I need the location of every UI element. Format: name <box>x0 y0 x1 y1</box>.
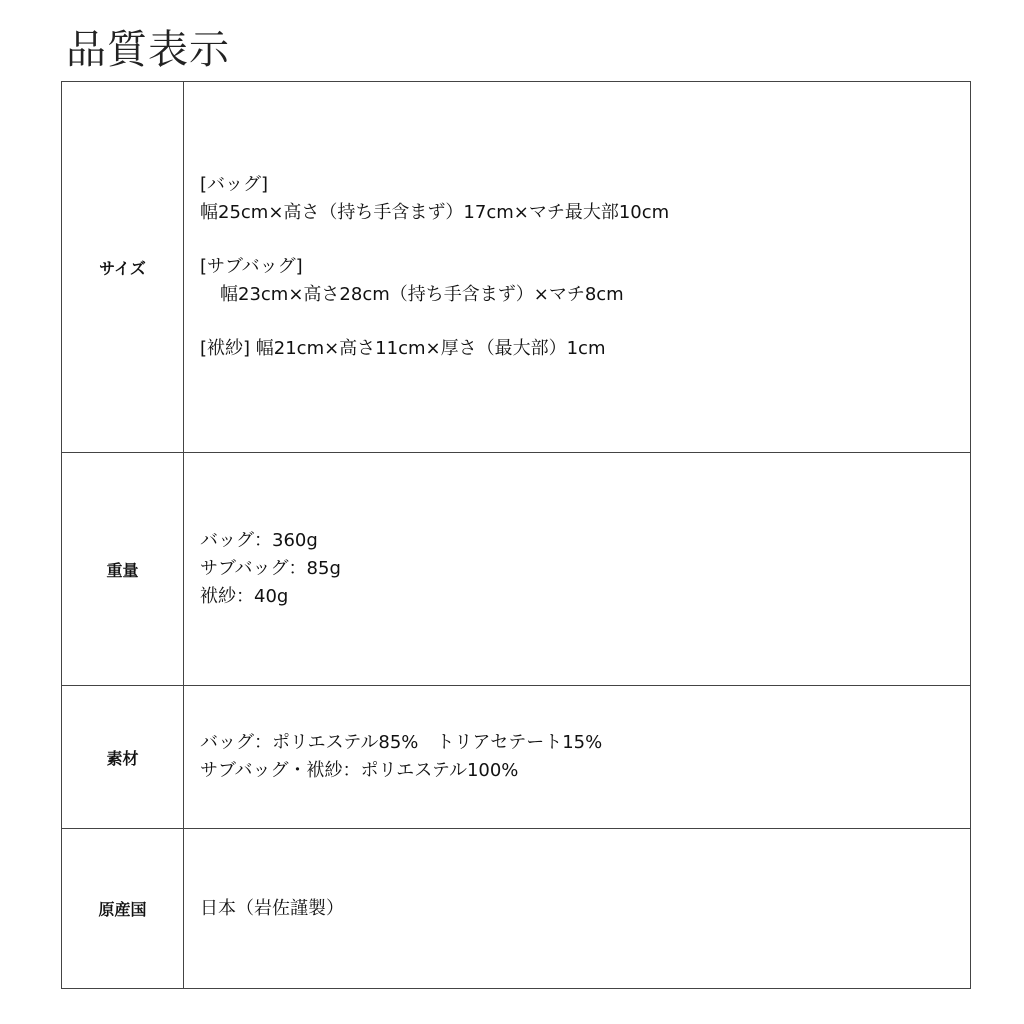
row-value-material <box>184 686 971 829</box>
size-subbag-dimensions: 幅23cm×高さ28cm（持ち手含まず）×マチ8cm <box>220 284 624 305</box>
row-label-weight: 重量 <box>62 453 184 686</box>
row-value-weight <box>184 453 971 686</box>
row-value-origin <box>184 829 971 989</box>
size-group-bag <box>200 171 970 227</box>
material-subbag-fukusa: サブバッグ・袱紗：ポリエステル100% <box>200 760 519 781</box>
spec-table <box>61 81 971 989</box>
size-fukusa-dimensions: [袱紗] 幅21cm×高さ11cm×厚さ（最大部）1cm <box>200 338 606 359</box>
weight-fukusa: 袱紗：40g <box>200 586 289 607</box>
row-value-size <box>184 82 971 453</box>
row-label-origin: 原産国 <box>62 829 184 989</box>
size-group-subbag <box>200 253 970 309</box>
size-subbag-heading: [サブバッグ] <box>200 256 303 277</box>
weight-bag: バッグ：360g <box>200 530 318 551</box>
weight-subbag: サブバッグ：85g <box>200 558 341 579</box>
origin-country: 日本（岩佐謹製） <box>200 897 344 919</box>
page-title: 品質表示 <box>66 27 230 73</box>
table-row-material <box>62 686 971 829</box>
row-label-material: 素材 <box>62 686 184 829</box>
size-bag-dimensions: 幅25cm×高さ（持ち手含まず）17cm×マチ最大部10cm <box>200 202 670 223</box>
size-bag-heading: [バッグ] <box>200 174 269 195</box>
table-row-size <box>62 82 971 453</box>
table-row-weight <box>62 453 971 686</box>
row-label-size: サイズ <box>62 82 184 453</box>
size-group-fukusa <box>200 335 970 363</box>
table-row-origin <box>62 829 971 989</box>
material-bag: バッグ：ポリエステル85% トリアセテート15% <box>200 732 603 753</box>
